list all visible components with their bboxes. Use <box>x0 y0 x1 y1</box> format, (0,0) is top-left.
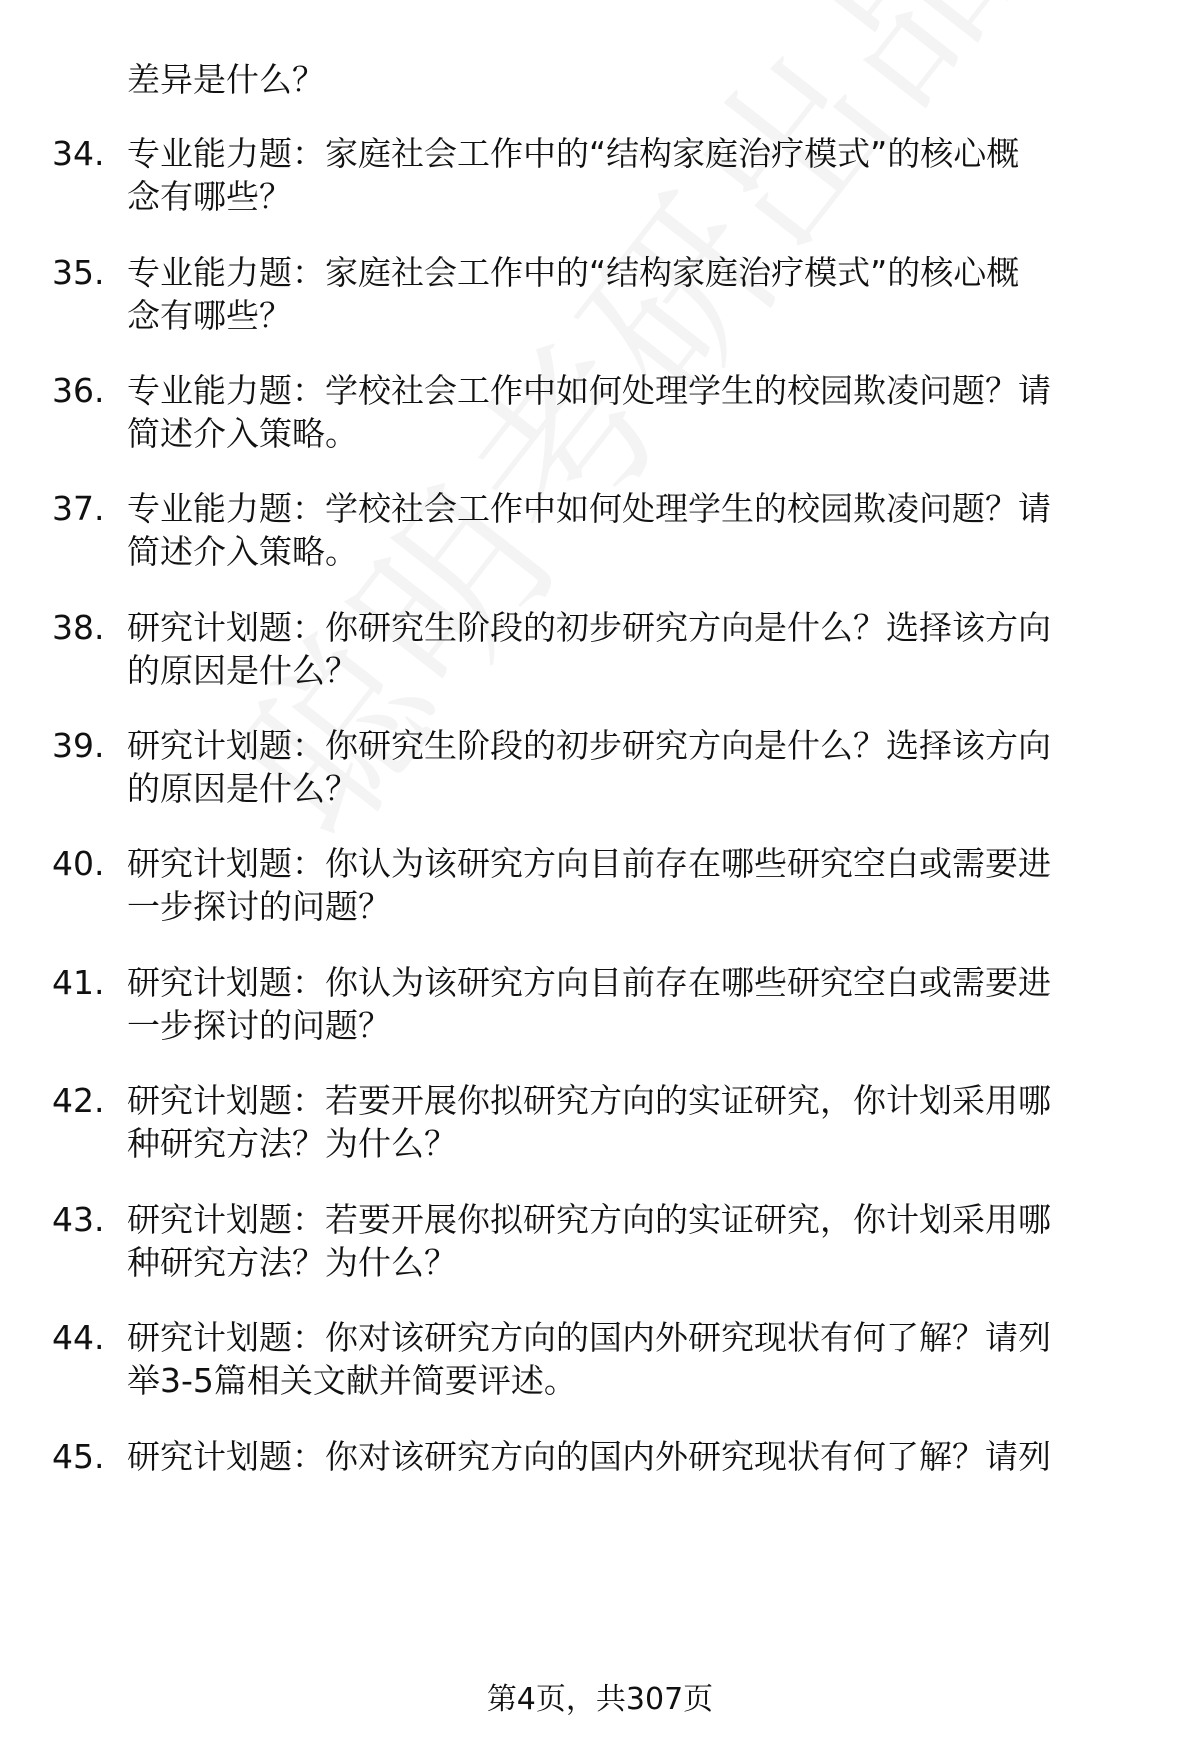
question-number: 40. <box>52 844 105 883</box>
question-line: 差异是什么？ <box>127 60 325 99</box>
question-line: 专业能力题：学校社会工作中如何处理学生的校园欺凌问题？请 <box>127 489 1051 528</box>
question-line: 研究计划题：你认为该研究方向目前存在哪些研究空白或需要进 <box>127 844 1051 883</box>
question-line: 专业能力题：学校社会工作中如何处理学生的校园欺凌问题？请 <box>127 371 1051 410</box>
question-line: 研究计划题：你认为该研究方向目前存在哪些研究空白或需要进 <box>127 963 1051 1002</box>
question-number: 44. <box>52 1318 105 1357</box>
question-line: 简述介入策略。 <box>127 532 358 571</box>
question-line: 念有哪些？ <box>127 296 292 335</box>
question-number: 45. <box>52 1437 105 1476</box>
question-line: 种研究方法？为什么？ <box>127 1243 457 1282</box>
question-line: 的原因是什么？ <box>127 769 358 808</box>
question-number: 41. <box>52 963 105 1002</box>
question-line: 研究计划题：你研究生阶段的初步研究方向是什么？选择该方向 <box>127 608 1051 647</box>
question-line: 研究计划题：你研究生阶段的初步研究方向是什么？选择该方向 <box>127 726 1051 765</box>
question-line: 一步探讨的问题？ <box>127 887 391 926</box>
question-number: 42. <box>52 1081 105 1120</box>
question-line: 种研究方法？为什么？ <box>127 1124 457 1163</box>
question-line: 专业能力题：家庭社会工作中的“结构家庭治疗模式”的核心概 <box>127 134 1020 173</box>
question-number: 38. <box>52 608 105 647</box>
question-line: 研究计划题：你对该研究方向的国内外研究现状有何了解？请列 <box>127 1318 1051 1357</box>
page-footer: 第4页，共307页 <box>486 1682 714 1717</box>
question-line: 研究计划题：若要开展你拟研究方向的实证研究，你计划采用哪 <box>127 1200 1051 1239</box>
question-number: 34. <box>52 134 105 173</box>
question-line: 的原因是什么？ <box>127 651 358 690</box>
question-number: 35. <box>52 253 105 292</box>
question-line: 念有哪些？ <box>127 177 292 216</box>
question-line: 研究计划题：你对该研究方向的国内外研究现状有何了解？请列 <box>127 1437 1051 1476</box>
question-line: 简述介入策略。 <box>127 414 358 453</box>
question-number: 37. <box>52 489 105 528</box>
question-line: 专业能力题：家庭社会工作中的“结构家庭治疗模式”的核心概 <box>127 253 1020 292</box>
question-number: 36. <box>52 371 105 410</box>
question-line: 举3-5篇相关文献并简要评述。 <box>127 1361 577 1400</box>
question-number: 43. <box>52 1200 105 1239</box>
question-line: 一步探讨的问题？ <box>127 1006 391 1045</box>
question-number: 39. <box>52 726 105 765</box>
question-line: 研究计划题：若要开展你拟研究方向的实证研究，你计划采用哪 <box>127 1081 1051 1120</box>
